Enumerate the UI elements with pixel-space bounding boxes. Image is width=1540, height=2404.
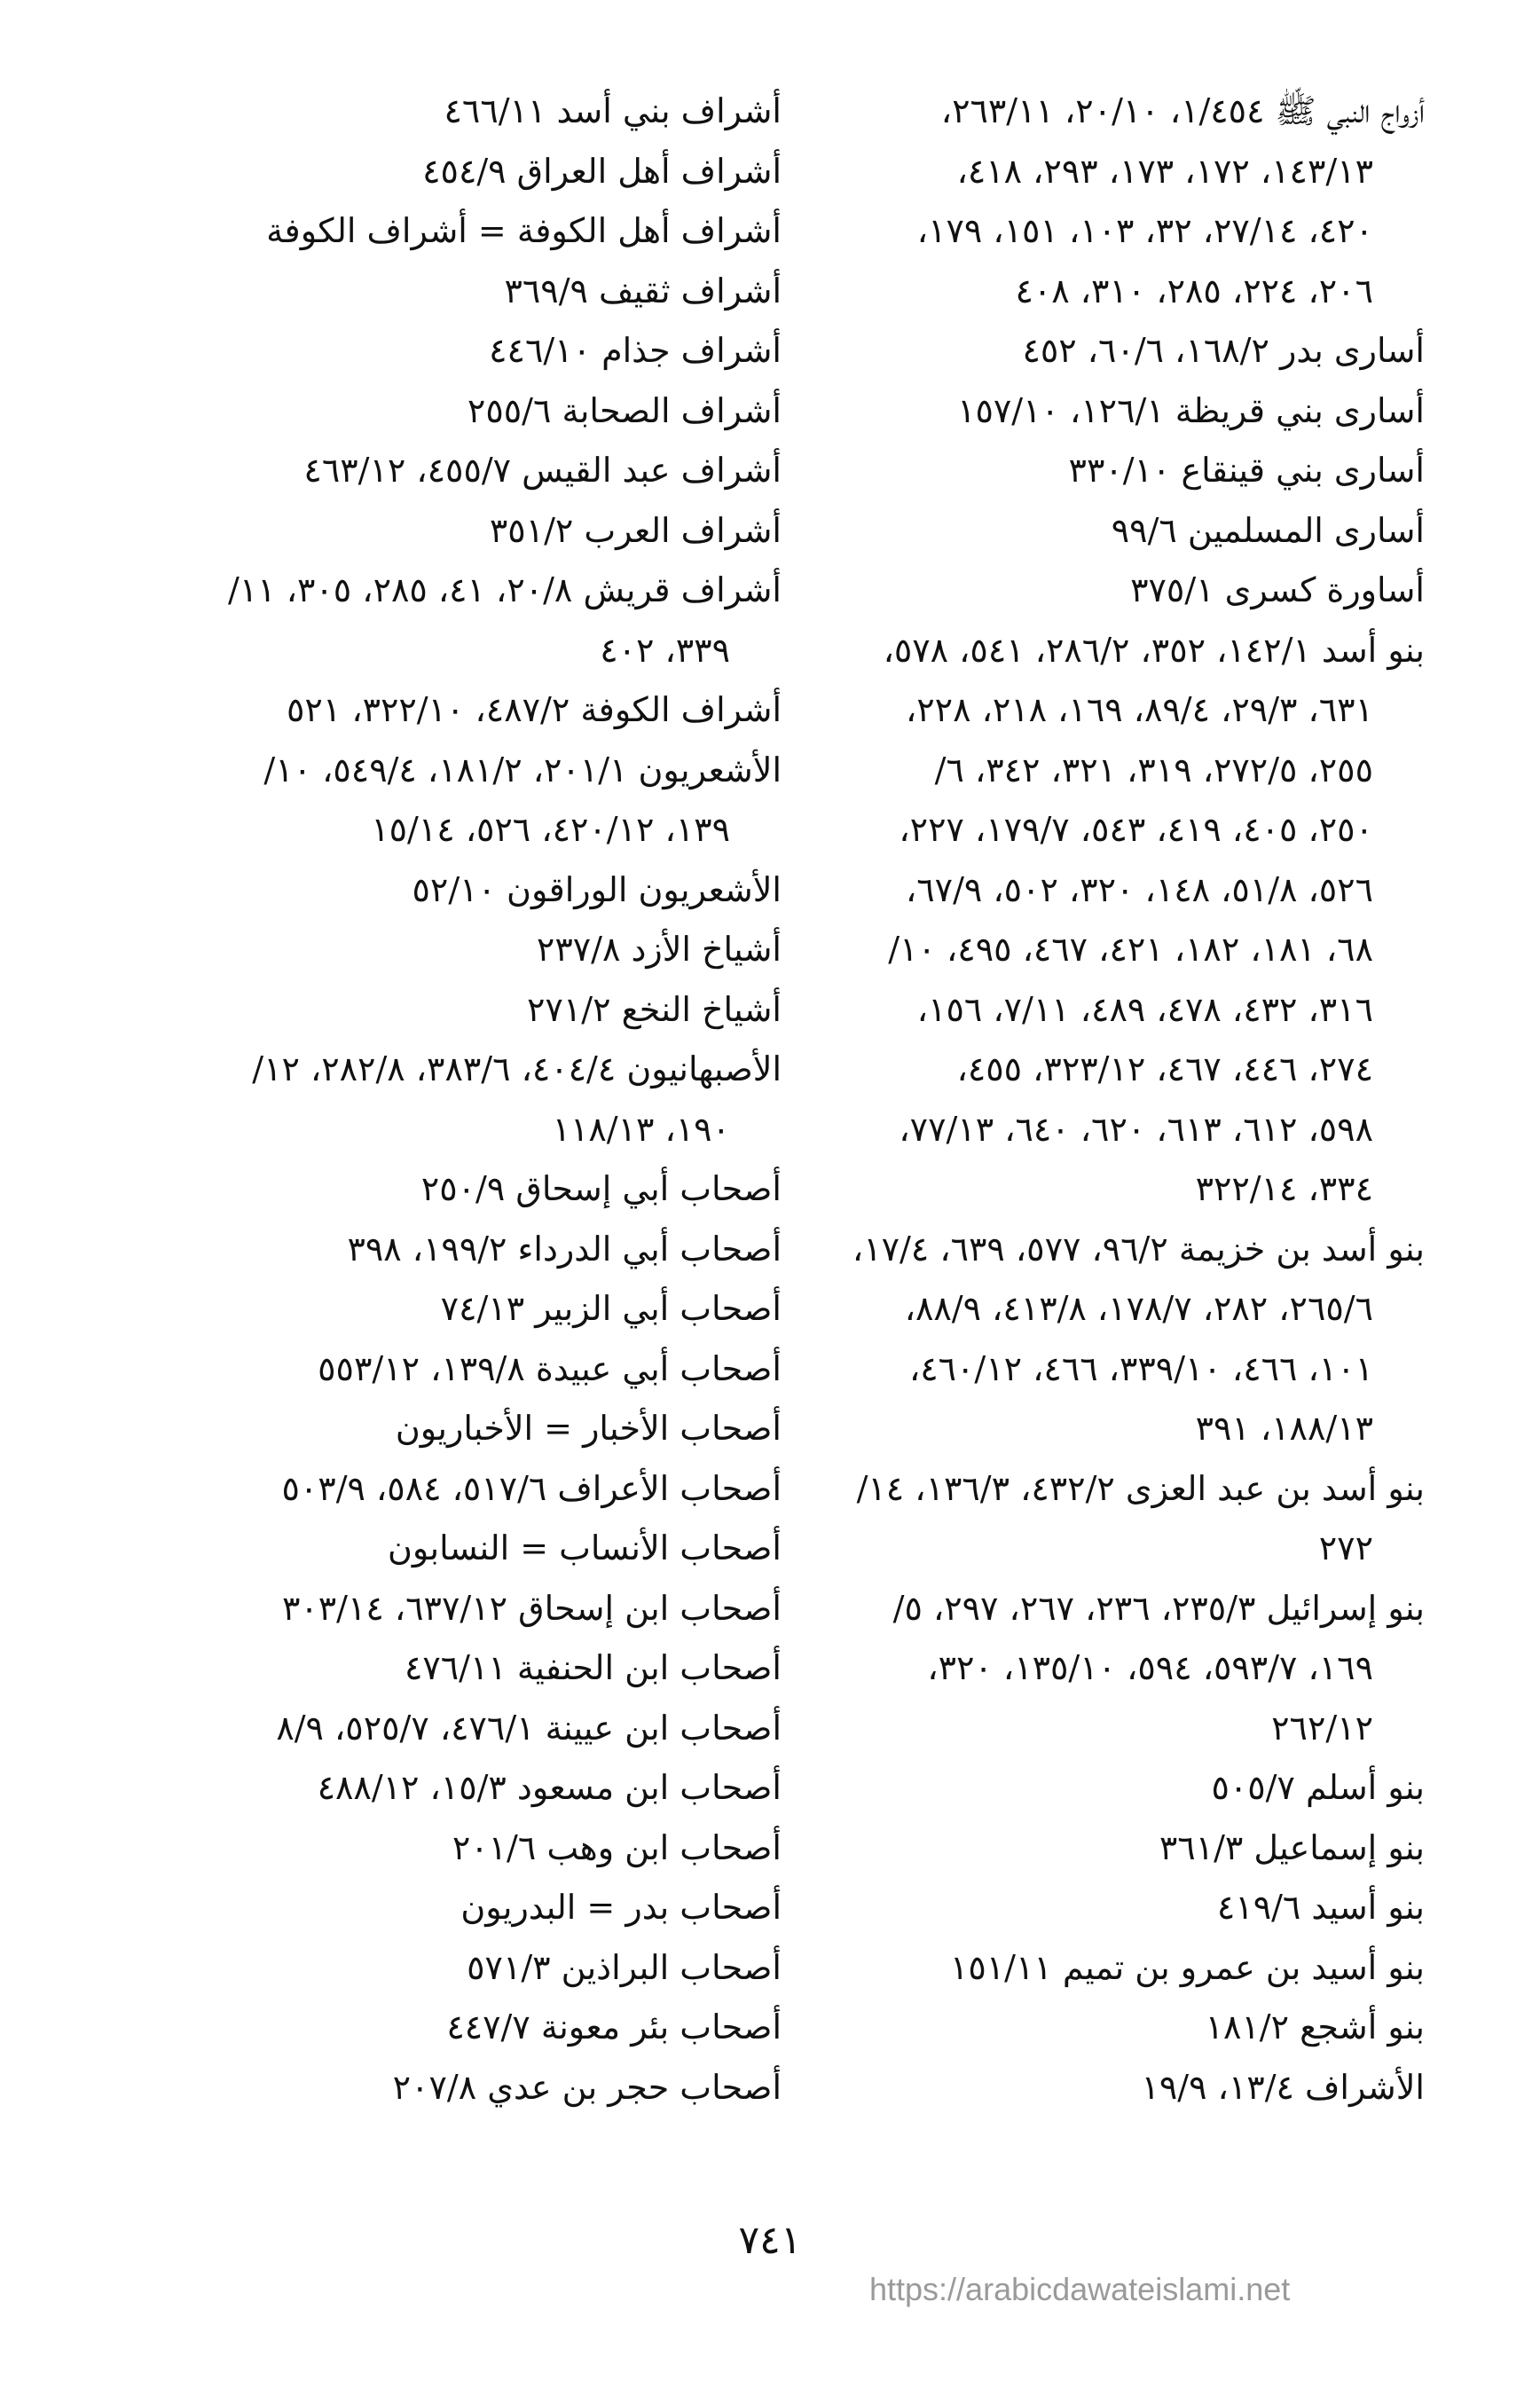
index-entry: أشراف عبد القيس ٤٥٥/٧، ٤٦٣/١٢ <box>303 451 782 490</box>
index-entry: أصحاب الأخبار = الأخباريون <box>395 1409 782 1448</box>
index-entry: بنو أسلم ٥٠٥/٧ <box>1211 1768 1425 1807</box>
index-entry: الأشعريون ٢٠١/١، ١٨١/٢، ٥٤٩/٤، ١٠/ <box>263 750 782 790</box>
index-entry: أشراف جذام ٤٤٦/١٠ <box>489 331 782 370</box>
index-entry: بنو أسد بن عبد العزى ٤٣٢/٢، ١٣٦/٣، ١٤/ <box>856 1468 1425 1508</box>
index-entry: أشراف قريش ٢٠/٨، ٤١، ٢٨٥، ٣٠٥، ١١/ <box>228 570 782 609</box>
index-entry: أصحاب ابن إسحاق ٦٣٧/١٢، ٣٠٣/١٤ <box>281 1588 782 1628</box>
index-entry-continuation: ٣٣٤، ٣٢٢/١٤ <box>1195 1169 1373 1208</box>
index-entry: بنو إسرائيل ٢٣٥/٣، ٢٣٦، ٢٦٧، ٢٩٧، ٥/ <box>892 1588 1425 1628</box>
index-entry: أصحاب أبي عبيدة ١٣٩/٨، ٥٥٣/١٢ <box>318 1348 782 1388</box>
index-entry-continuation: ١٦٩، ٥٩٣/٧، ٥٩٤، ١٣٥/١٠، ٣٢٠، <box>927 1648 1373 1687</box>
index-entry: الأشراف ١٣/٤، ١٩/٩ <box>1141 2067 1425 2107</box>
index-entry-continuation: ٢٥٥، ٢٧٢/٥، ٣١٩، ٣٢١، ٣٤٢، ٦/ <box>934 750 1373 790</box>
index-entry: بنو أسد بن خزيمة ٩٦/٢، ٥٧٧، ٦٣٩، ١٧/٤، <box>852 1229 1425 1269</box>
index-entry: أشراف الكوفة ٤٨٧/٢، ٣٢٢/١٠، ٥٢١ <box>287 690 782 729</box>
index-entry: أسارى بني قريظة ١٢٦/١، ١٥٧/١٠ <box>957 390 1425 430</box>
index-entry-continuation: ٢٧٢ <box>1318 1528 1373 1567</box>
index-entry-continuation: ١٤٣/١٣، ١٧٢، ١٧٣، ٢٩٣، ٤١٨، <box>956 151 1373 191</box>
index-entry: بنو إسماعيل ٣٦١/٣ <box>1159 1827 1425 1867</box>
index-entry: أشياخ النخع ٢٧١/٢ <box>527 989 782 1029</box>
index-entry-continuation: ٥٩٨، ٦١٢، ٦١٣، ٦٢٠، ٦٤٠، ٧٧/١٣، <box>899 1109 1373 1149</box>
index-entry-continuation: ٢٧٤، ٤٤٦، ٤٦٧، ٣٢٣/١٢، ٤٥٥، <box>956 1049 1373 1088</box>
page-number: ٧٤١ <box>738 2218 802 2263</box>
index-entry: أسارى بني قينقاع ٣٣٠/١٠ <box>1068 451 1425 490</box>
index-entry-continuation: ٤٢٠، ٢٧/١٤، ٣٢، ١٠٣، ١٥١، ١٧٩، <box>916 211 1373 250</box>
index-entry: أشراف بني أسد ٤٦٦/١١ <box>444 91 782 130</box>
index-entry: أصحاب ابن الحنفية ٤٧٦/١١ <box>404 1648 782 1687</box>
index-entry: بنو أسيد بن عمرو بن تميم ١٥١/١١ <box>949 1947 1425 1987</box>
index-entry-continuation: ٦٣١، ٢٩/٣، ٨٩/٤، ١٦٩، ٢١٨، ٢٢٨، <box>905 690 1373 729</box>
index-entry-continuation: ١٣٩، ٤٢٠/١٢، ٥٢٦، ١٥/١٤ <box>371 810 730 849</box>
index-entry-continuation: ٣١٦، ٤٣٢، ٤٧٨، ٤٨٩، ٧/١١، ١٥٦، <box>916 989 1373 1029</box>
index-entry: أساورة كسرى ٣٧٥/١ <box>1130 570 1425 609</box>
index-entry: أصحاب حجر بن عدي ٢٠٧/٨ <box>392 2067 782 2107</box>
index-entry: الأشعريون الوراقون ٥٢/١٠ <box>412 869 782 909</box>
index-entry: بنو أسد ١٤٢/١، ٣٥٢، ٢٨٦/٢، ٥٤١، ٥٧٨، <box>883 630 1425 670</box>
index-entry: أصحاب الأنساب = النسابون <box>387 1528 782 1567</box>
right-index-column <box>733 82 1425 2117</box>
index-entry-continuation: ٢٠٦، ٢٢٤، ٢٨٥، ٣١٠، ٤٠٨ <box>1015 271 1373 310</box>
index-entry: أصحاب أبي إسحاق ٢٥٠/٩ <box>420 1169 782 1208</box>
left-index-column <box>107 82 782 2117</box>
index-entry: أصحاب أبي الزبير ٧٤/١٣ <box>440 1289 782 1328</box>
index-entry: الأصبهانيون ٤٠٤/٤، ٣٨٣/٦، ٢٨٢/٨، ١٢/ <box>252 1049 782 1088</box>
index-entry: بنو أشجع ١٨١/٢ <box>1205 2007 1425 2047</box>
index-entry: أشراف ثقيف ٣٦٩/٩ <box>504 271 782 310</box>
index-entry-continuation: ٢٥٠، ٤٠٥، ٤١٩، ٥٤٣، ١٧٩/٧، ٢٢٧، <box>899 810 1373 849</box>
index-entry-continuation: ٥٢٦، ٥١/٨، ١٤٨، ٣٢٠، ٥٠٢، ٦٧/٩، <box>905 869 1373 909</box>
index-entry: أصحاب ابن مسعود ١٥/٣، ٤٨٨/١٢ <box>317 1768 782 1807</box>
index-entry: أشراف أهل الكوفة = أشراف الكوفة <box>266 211 782 250</box>
index-entry: بنو أسيد ٤١٩/٦ <box>1216 1888 1425 1927</box>
index-entry: أشراف العرب ٣٥١/٢ <box>489 510 782 550</box>
index-entry: أشراف الصحابة ٢٥٥/٦ <box>467 390 782 430</box>
index-entry-continuation: ١٨٨/١٣، ٣٩١ <box>1195 1409 1373 1448</box>
watermark-url: https://arabicdawateislami.net <box>869 2271 1291 2307</box>
index-entry: أشراف أهل العراق ٤٥٤/٩ <box>422 151 782 191</box>
index-entry: أصحاب البراذين ٥٧١/٣ <box>467 1947 782 1987</box>
index-entry: أصحاب بئر معونة ٤٤٧/٧ <box>446 2007 782 2047</box>
index-entry-continuation: ١٠١، ٤٦٦، ٣٣٩/١٠، ٤٦٦، ٤٦٠/١٢، <box>908 1348 1373 1388</box>
index-entry: أصحاب ابن عيينة ٤٧٦/١، ٥٢٥/٧، ٨/٩ <box>276 1708 782 1748</box>
index-entry: أصحاب ابن وهب ٢٠١/٦ <box>452 1827 782 1867</box>
index-entry-continuation: ١٩٠، ١١٨/١٣ <box>552 1109 730 1149</box>
index-entry-continuation: ٢٦٥/٦، ٢٨٢، ١٧٨/٧، ٤١٣/٨، ٨٨/٩، <box>904 1289 1373 1328</box>
index-entry: أصحاب أبي الدرداء ١٩٩/٢، ٣٩٨ <box>347 1229 782 1269</box>
index-entry-continuation: ٦٨، ١٨١، ١٨٢، ٤٢١، ٤٦٧، ٤٩٥، ١٠/ <box>888 930 1373 969</box>
index-entry: أشياخ الأزد ٢٣٧/٨ <box>536 930 782 969</box>
index-entry-continuation: ٣٣٩، ٤٠٢ <box>600 630 730 670</box>
index-entry-continuation: ٢٦٢/١٢ <box>1271 1708 1373 1748</box>
index-entry: أزواج النبي ﷺ ١/٤٥٤، ٢٠/١٠، ٢٦٣/١١، <box>940 91 1425 130</box>
index-entry: أصحاب بدر = البدريون <box>460 1888 782 1927</box>
index-entry: أصحاب الأعراف ٥١٧/٦، ٥٨٤، ٥٠٣/٩ <box>281 1468 782 1508</box>
index-entry: أسارى بدر ١٦٨/٢، ٦٠/٦، ٤٥٢ <box>1022 331 1425 370</box>
index-entry: أسارى المسلمين ٩٩/٦ <box>1111 510 1425 550</box>
